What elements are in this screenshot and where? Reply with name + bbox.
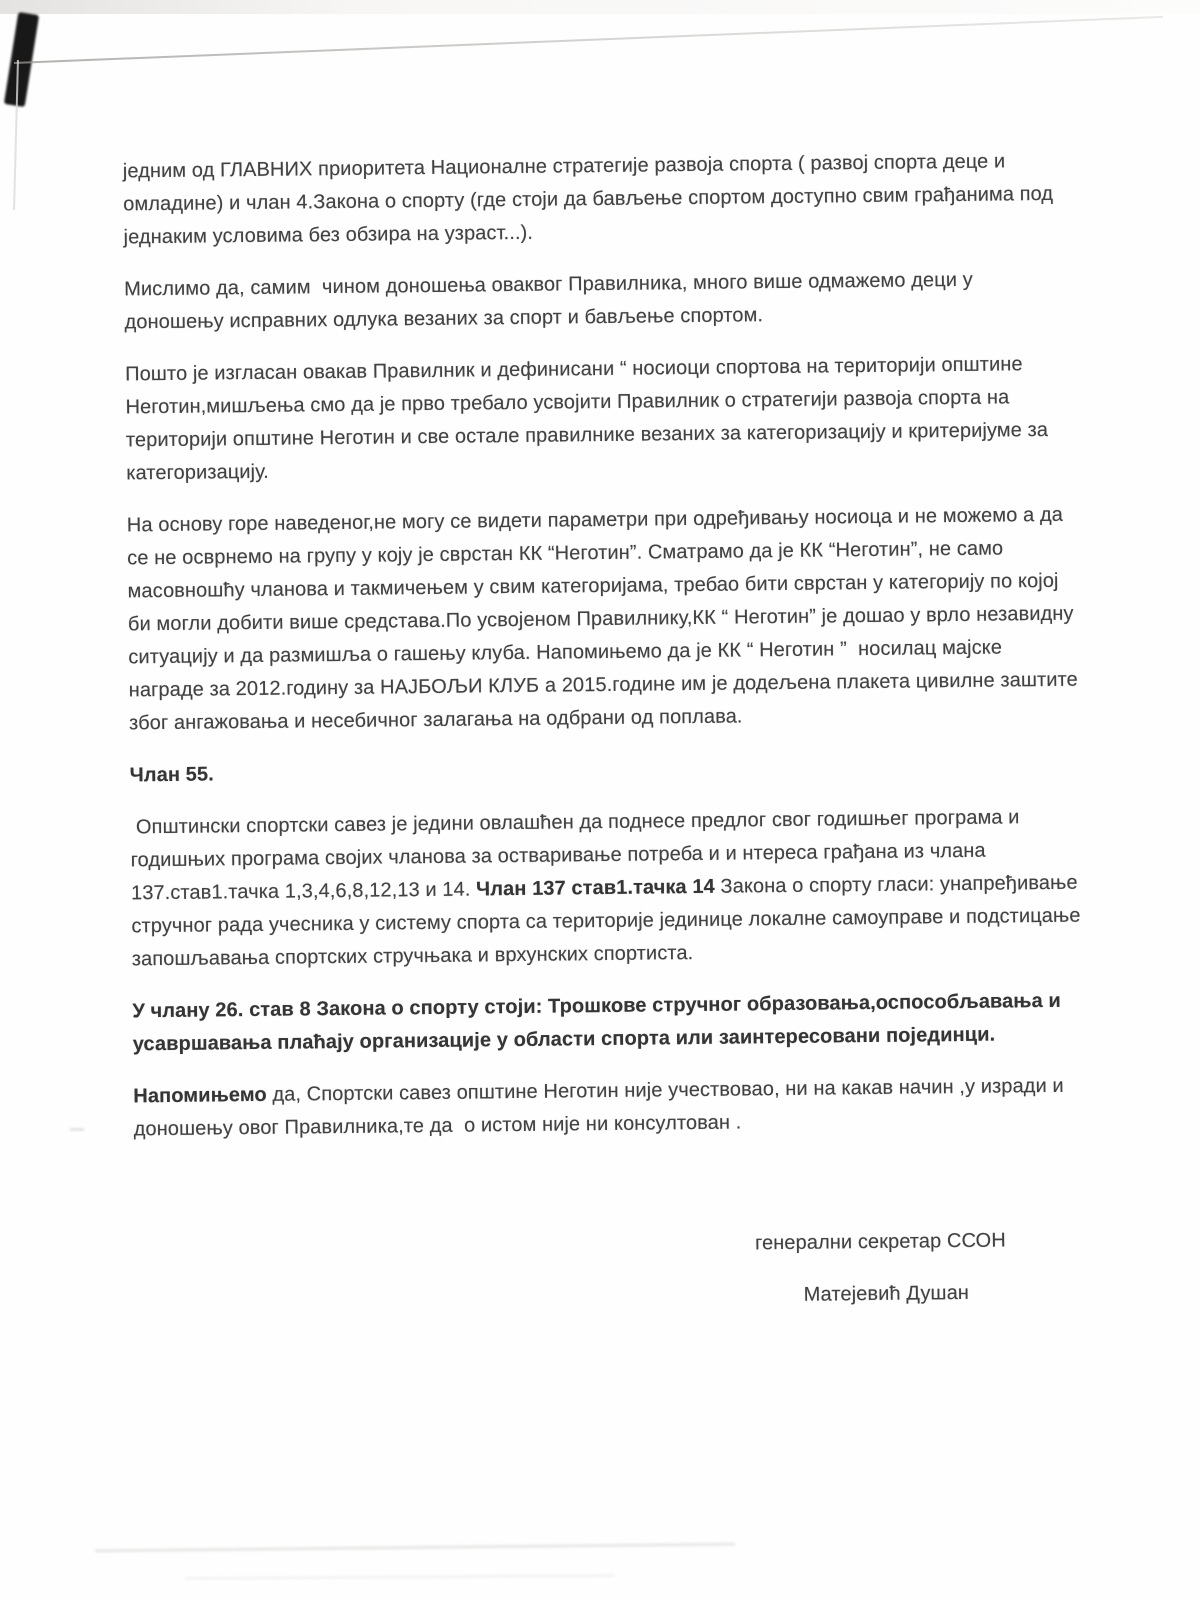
paragraph-intro [123,145,1076,255]
scan-smudge [95,1543,735,1553]
paragraph-pravilnik [125,348,1078,491]
paragraph-text: Пошто је изгласан овакав Правилник и дефинисани “ носиоци спортова на територији општине Неготин,мишљења смо да је прво требало усвојити Правилник о стратегији развоја спорта на територији општине Неготин и све остале правилнике везаних за категоризацију и критеријуме за категоризацију. [125,353,1054,485]
paragraph-text: Мислимо да, самим чином доношења оваквог Правилника, много више одмажемо деци у доношењу исправних одлука везаних за спорт и бављење спортом. [124,268,979,334]
paragraph-clan-55 [130,801,1087,977]
scan-smudge [185,1574,615,1579]
bold-lead-word: Напомињемо [133,1083,267,1108]
section-heading-clan-55: Члан 55. [129,763,214,787]
bold-paragraph-text: У члану 26. став 8 Закона о спорту стоји: Трошкове стручног образовања,оспособљавања и усавршавања плаћају организације у области спорта или заинтересовани појединци. [132,989,1067,1056]
paragraph-opinion [124,263,1077,340]
paragraph-text: Закона о спорту гласи: унапређивање стручног рада учесника у систему спорта са територије јединице локалне самоуправе и подстицање запошљавања спортских стручњака и врхунских спортиста. [131,871,1087,971]
scan-page-edge-line [14,16,1163,64]
scan-corner-ink-mark [4,12,39,107]
scan-top-shadow [0,0,1200,14]
signature-title: генерални секретар ССОН [754,1229,1006,1255]
scan-smudge [70,1128,84,1131]
paragraph-text: Општински спортски савез је једини овлашћен да поднесе предлог свог годишњег програма и годишњих програма својих чланова за остваривање потреба и и нтереса грађана из члана 137.став1.тачка 1,3,4,6,8,12,13 и 14. [130,806,1026,905]
paragraph-text: да, Спортски савез општине Неготин није учествовао, ни на какав начин ,у изради и доношењу овог Правилника,те да о истом није ни консултован . [133,1074,1070,1141]
signature-name: Матејевић Душан [803,1281,970,1306]
document-content [123,145,1088,1339]
paragraph-note [133,1070,1086,1147]
bold-reference-clan-137: Члан 137 став1.тачка 14 [475,875,715,901]
paragraph-clan-26 [132,985,1085,1062]
paragraph-text: На основу горе наведеног,не могу се видети параметри при одређивању носиоца и не можемо а да се не осврнемо на групу у коју је сврстан КК “Неготин”. Сматрамо да је КК “Неготин”, не само масовношћу чланова и такмичењем у свим категоријама, требао бити сврстан у категорију по којој би могли добити више средстава.По усвојеном Правилнику,КК “ Неготин” је дошао у врло незавидну ситуацију и да размишља о гашењу клуба. Напомињемо да је КК “ Неготин ” носилац мајске награде за 2012.годину за НАЈБОЉИ КЛУБ а 2015.године им је додељена плакета цивилне заштите због ангажовања и несебичног залагања на одбрани од поплава. [126,503,1084,735]
paragraph-text: једним од ГЛАВНИХ приоритета Националне стратегије развоја спорта ( развој спорта деце и омладине) и члан 4.Закона о спорту (где стоји да бављење спортом доступно свим грађанима под једнаким условима без обзира на узраст...). [122,150,1059,249]
paragraph-kk-negotin [127,499,1082,741]
signature-block [135,1224,1088,1320]
